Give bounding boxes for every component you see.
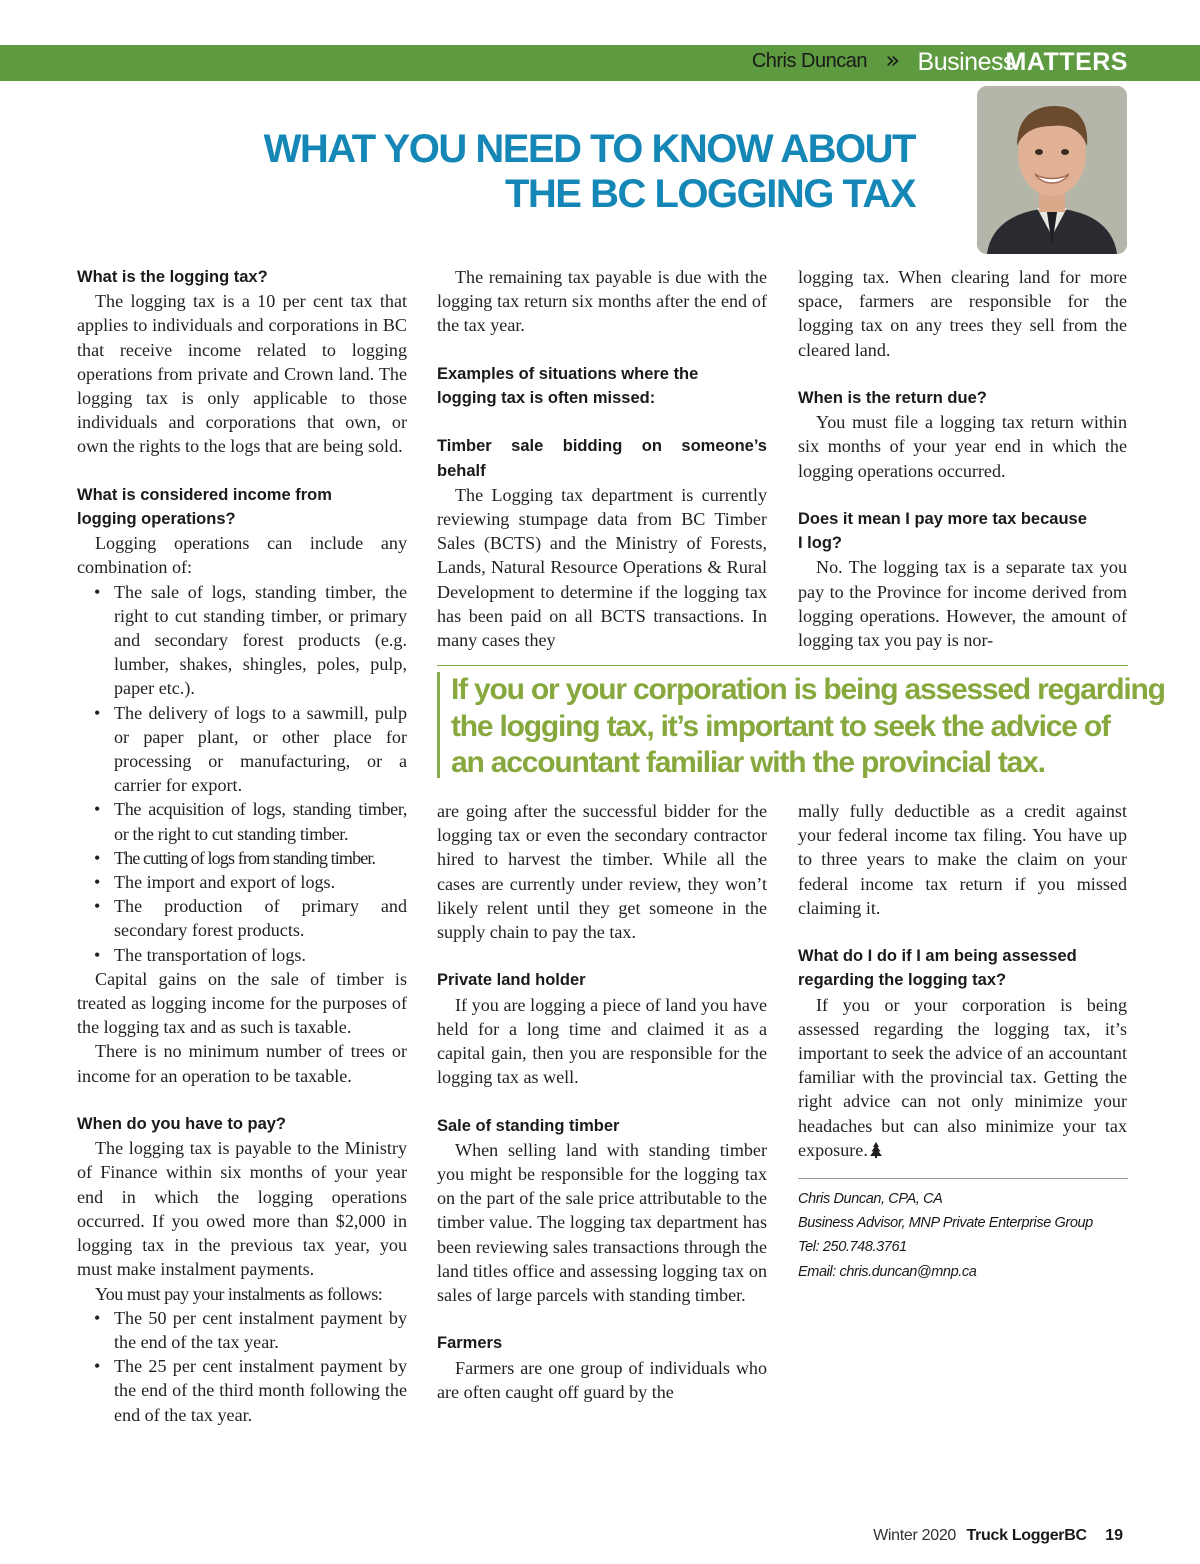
heading-examples-missed xyxy=(437,362,767,410)
signature-phone: Tel: 250.748.3761 xyxy=(798,1239,907,1256)
author-signature xyxy=(798,1187,1138,1284)
heading-sale-standing-timber: Sale of standing timber xyxy=(437,1116,620,1135)
paragraph-text: If you or your corporation is being assessed regarding the logging tax, it’s important to seek the advice of an accountant familiar with the provincial tax. Getting the right advice can not only minimize your headaches but can also minimize your tax exposure. xyxy=(798,994,1127,1160)
paragraph: The logging tax is a 10 per cent tax that applies to individuals and corporations in BC that receive income related to logging operations from private and Crown land. The logging tax is only applicable to those individuals and corporations that own, or own the rights to the logs that are being sold. xyxy=(77,291,407,457)
article-column-1 xyxy=(77,265,407,1427)
paragraph: are going after the successful bidder for the logging tax or even the secondary contractor hired to harvest the timber. While all the cases are currently under review, they won’t likely relent until they get someone in the supply chain to pay the tax. xyxy=(437,801,767,943)
tree-icon xyxy=(870,1142,882,1158)
double-chevron-right-icon: » xyxy=(885,46,900,74)
heading-line: Does it mean I pay more tax because xyxy=(798,510,1087,528)
header-section-label: Business xyxy=(917,48,1015,76)
list-item: • The transportation of logs. xyxy=(114,943,407,967)
pull-quote xyxy=(451,672,1165,782)
signature-rule xyxy=(798,1178,1128,1179)
signature-role: Business Advisor, MNP Private Enterprise Group xyxy=(798,1215,1093,1232)
paragraph: mally fully deductible as a credit against your federal income tax filing. You have up to three years to make the claim on your federal income tax return if you missed claiming it. xyxy=(798,801,1127,918)
paragraph xyxy=(798,993,1127,1162)
paragraph: The remaining tax payable is due with the logging tax return six months after the end of the tax year. xyxy=(437,267,767,336)
paragraph: If you are logging a piece of land you have held for a long time and claimed it as a capital gain, then you are responsible for the logging tax as well. xyxy=(437,994,767,1088)
heading-line: regarding the logging tax? xyxy=(798,971,1007,990)
header-section-emphasis: MATTERS xyxy=(1005,48,1128,76)
heading-line: Examples of situations where the xyxy=(437,364,699,383)
heading-line: Timber sale bidding on someone’s xyxy=(437,437,767,456)
paragraph: Farmers are one group of individuals who are often caught off guard by the xyxy=(437,1357,767,1402)
paragraph: You must pay your instalments as follows: xyxy=(95,1283,383,1304)
article-title xyxy=(160,127,915,217)
pull-quote-line: an accountant familiar with the provincial tax. xyxy=(451,746,1045,779)
article-title-line-1: WHAT YOU NEED TO KNOW ABOUT xyxy=(263,127,915,171)
list-item: • The 25 per cent instalment payment by the end of the third month following the end of the tax year. xyxy=(114,1354,407,1427)
paragraph: You must file a logging tax return within six months of your year end in which the logging operations occurred. xyxy=(798,412,1127,481)
instalment-list xyxy=(77,1306,407,1427)
pull-quote-rule xyxy=(437,665,1128,666)
paragraph: Capital gains on the sale of timber is treated as logging income for the purposes of the logging tax and as such is taxable. xyxy=(77,968,407,1038)
heading-pay-more-tax xyxy=(798,507,1127,555)
pull-quote-line: the logging tax, it’s important to seek the advice of xyxy=(451,709,1110,743)
article-column-3-top xyxy=(798,265,1127,652)
heading-line: logging operations? xyxy=(77,510,236,529)
heading-farmers: Farmers xyxy=(437,1334,503,1353)
footer-magazine-name: Truck LoggerBC xyxy=(966,1527,1087,1544)
list-item: • The delivery of logs to a sawmill, pulp or paper plant, or other place for processing or manufacturing, or a carrier for export. xyxy=(114,701,407,798)
author-portrait-illustration xyxy=(977,86,1127,254)
section-header-bar xyxy=(0,45,1200,81)
list-item: • The production of primary and secondary forest products. xyxy=(114,894,407,942)
list-item: • The sale of logs, standing timber, the right to cut standing timber, or primary and secondary forest products (e.g. lumber, shakes, shingles, poles, pulp, paper etc.). xyxy=(114,580,407,701)
footer-page-number: 19 xyxy=(1105,1527,1123,1544)
paragraph: The Logging tax department is currently reviewing stumpage data from BC Timber Sales (BCTS) and the Ministry of Forests, Lands, Natural Resource Operations & Rural Development to determine if the logging tax has been paid on all BCTS transactions. In many cases they xyxy=(437,484,767,651)
paragraph: When selling land with standing timber you might be responsible for the logging tax on the part of the sale price attributable to the timber value. The logging tax department has been reviewing sales transactions through the land titles office and assessing logging tax on sales of large parcels with standing timber. xyxy=(437,1139,767,1306)
signature-name: Chris Duncan, CPA, CA xyxy=(798,1191,943,1207)
list-item: • The import and export of logs. xyxy=(114,870,407,894)
heading-line: What do I do if I am being assessed xyxy=(798,947,1077,966)
paragraph: The logging tax is payable to the Ministry of Finance within six months of your year end in which the logging operations occurred. If you owed more than $2,000 in logging tax in the previous tax year, you must make instalment payments. xyxy=(77,1138,407,1280)
heading-timber-sale-bidding xyxy=(437,434,767,482)
article-title-line-2: THE BC LOGGING TAX xyxy=(504,172,915,216)
pull-quote-bar xyxy=(437,672,440,778)
list-item: • The cutting of logs from standing timber. xyxy=(114,846,407,870)
heading-line: logging tax is often missed: xyxy=(437,389,656,407)
logging-operations-list xyxy=(77,580,407,967)
heading-line: I log? xyxy=(798,534,842,553)
paragraph: Logging operations can include any combination of: xyxy=(77,533,407,578)
article-column-3-bottom xyxy=(798,799,1127,1162)
footer-issue: Winter 2020 xyxy=(873,1527,957,1544)
paragraph: No. The logging tax is a separate tax you pay to the Province for income derived from logging operations. However, the amount of logging tax you pay is nor- xyxy=(798,557,1127,651)
paragraph: logging tax. When clearing land for more space, farmers are responsible for the logging tax on any trees they sell from the cleared land. xyxy=(798,267,1127,360)
paragraph: There is no minimum number of trees or income for an operation to be taxable. xyxy=(77,1041,407,1086)
page-footer xyxy=(873,1527,1123,1545)
heading-what-is-logging-tax: What is the logging tax? xyxy=(77,268,268,286)
heading-line: What is considered income from xyxy=(77,485,332,504)
pull-quote-line: If you or your corporation is being assessed regarding xyxy=(451,673,1165,706)
heading-private-land-holder: Private land holder xyxy=(437,971,586,990)
heading-income-from-logging xyxy=(77,483,407,531)
heading-being-assessed xyxy=(798,944,1127,992)
header-author: Chris Duncan xyxy=(751,50,867,72)
author-portrait-photo xyxy=(977,86,1127,254)
heading-when-to-pay: When do you have to pay? xyxy=(77,1115,287,1134)
signature-email: Email: chris.duncan@mnp.ca xyxy=(798,1263,977,1280)
heading-line: behalf xyxy=(437,461,486,480)
article-column-2-bottom xyxy=(437,799,767,1404)
article-column-2-top xyxy=(437,265,767,652)
heading-return-due: When is the return due? xyxy=(798,389,987,407)
list-item: • The 50 per cent instalment payment by the end of the tax year. xyxy=(114,1306,407,1354)
list-item: • The acquisition of logs, standing timber, or the right to cut standing timber. xyxy=(114,797,407,845)
